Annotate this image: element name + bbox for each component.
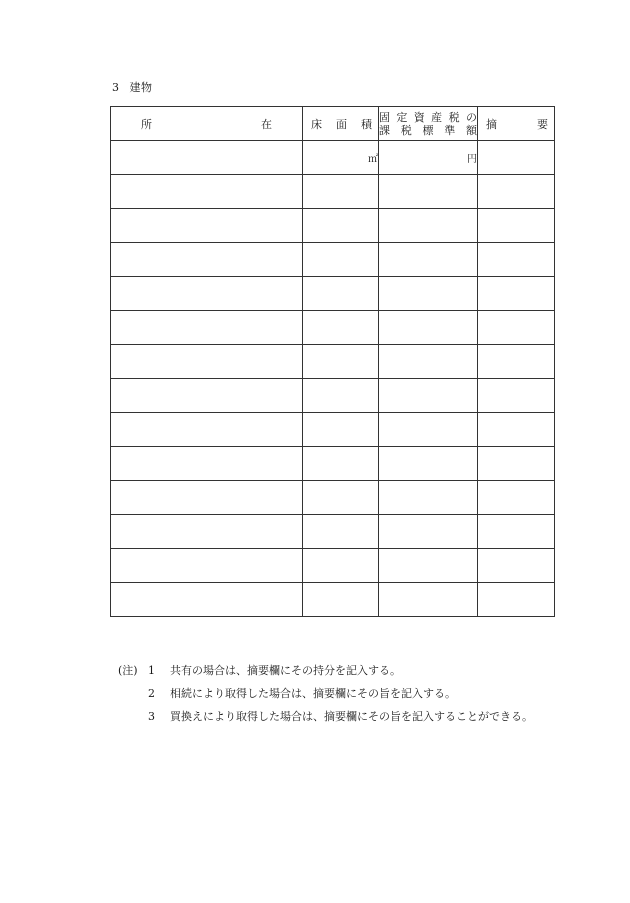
floor-area-cell[interactable]: [303, 175, 379, 209]
location-cell[interactable]: [111, 243, 303, 277]
tax-amount-cell[interactable]: [379, 345, 478, 379]
tax-amount-cell[interactable]: [379, 175, 478, 209]
tax-amount-cell[interactable]: [379, 481, 478, 515]
location-cell[interactable]: [111, 311, 303, 345]
floor-area-cell[interactable]: [303, 515, 379, 549]
remarks-cell[interactable]: [478, 481, 555, 515]
note-item: [118, 705, 533, 728]
note-text: 共有の場合は、摘要欄にその持分を記入する。: [170, 664, 401, 677]
location-header: 所 在: [111, 107, 303, 141]
remarks-cell[interactable]: [478, 413, 555, 447]
remarks-cell[interactable]: [478, 209, 555, 243]
remarks-cell[interactable]: [478, 311, 555, 345]
location-cell[interactable]: [111, 277, 303, 311]
location-cell[interactable]: [111, 345, 303, 379]
note-item: [118, 682, 533, 705]
remarks-cell[interactable]: [478, 243, 555, 277]
tax-amount-cell[interactable]: [379, 583, 478, 617]
table-row: [111, 447, 555, 481]
tax-amount-cell[interactable]: [379, 379, 478, 413]
floor-area-cell[interactable]: [303, 243, 379, 277]
note-number: 2: [148, 687, 155, 700]
area-unit: ㎡: [368, 154, 378, 165]
floor-area-cell[interactable]: [303, 141, 379, 175]
table-row: [111, 515, 555, 549]
tax-amount-cell[interactable]: [379, 447, 478, 481]
floor-area-cell[interactable]: [303, 583, 379, 617]
table-row: [111, 311, 555, 345]
remarks-cell[interactable]: [478, 345, 555, 379]
remarks-cell[interactable]: [478, 379, 555, 413]
remarks-cell[interactable]: [478, 447, 555, 481]
tax-amount-cell[interactable]: [379, 311, 478, 345]
buildings-table: [110, 106, 555, 617]
location-cell[interactable]: [111, 413, 303, 447]
location-cell[interactable]: [111, 141, 303, 175]
notes-label: (注): [118, 664, 138, 677]
note-item: [118, 659, 533, 682]
location-cell[interactable]: [111, 379, 303, 413]
notes-section: [118, 659, 533, 728]
note-number: 3: [148, 710, 155, 723]
table-row: [111, 209, 555, 243]
table-row: [111, 481, 555, 515]
remarks-header: 摘 要: [478, 107, 555, 141]
table-row: [111, 141, 555, 175]
floor-area-cell[interactable]: [303, 209, 379, 243]
remarks-cell[interactable]: [478, 583, 555, 617]
tax-amount-cell[interactable]: [379, 209, 478, 243]
table-row: [111, 583, 555, 617]
tax-amount-cell[interactable]: [379, 277, 478, 311]
location-cell[interactable]: [111, 175, 303, 209]
table-row: [111, 379, 555, 413]
section-title: [112, 79, 153, 95]
tax-amount-cell[interactable]: [379, 141, 478, 175]
location-cell[interactable]: [111, 583, 303, 617]
remarks-cell[interactable]: [478, 277, 555, 311]
floor-area-cell[interactable]: [303, 345, 379, 379]
table-row: [111, 345, 555, 379]
note-text: 相続により取得した場合は、摘要欄にその旨を記入する。: [170, 687, 456, 700]
section-name: 建物: [129, 81, 153, 94]
floor-area-header: 床 面 積: [303, 107, 379, 141]
table-row: [111, 175, 555, 209]
floor-area-cell[interactable]: [303, 277, 379, 311]
remarks-cell[interactable]: [478, 549, 555, 583]
amount-unit: 円: [467, 154, 477, 165]
note-number: 1: [148, 664, 155, 677]
location-cell[interactable]: [111, 515, 303, 549]
remarks-cell[interactable]: [478, 141, 555, 175]
floor-area-cell[interactable]: [303, 481, 379, 515]
tax-assessment-header: 固 定 資 産 税 の 課 税 標 準 額: [379, 107, 478, 141]
floor-area-cell[interactable]: [303, 311, 379, 345]
location-cell[interactable]: [111, 209, 303, 243]
floor-area-cell[interactable]: [303, 379, 379, 413]
floor-area-cell[interactable]: [303, 447, 379, 481]
location-cell[interactable]: [111, 549, 303, 583]
tax-amount-cell[interactable]: [379, 243, 478, 277]
table-row: [111, 277, 555, 311]
floor-area-cell[interactable]: [303, 549, 379, 583]
remarks-cell[interactable]: [478, 175, 555, 209]
location-cell[interactable]: [111, 481, 303, 515]
table-row: [111, 413, 555, 447]
note-text: 買換えにより取得した場合は、摘要欄にその旨を記入することができる。: [170, 710, 533, 723]
section-number: 3: [112, 81, 120, 94]
table-row: [111, 243, 555, 277]
location-cell[interactable]: [111, 447, 303, 481]
tax-amount-cell[interactable]: [379, 515, 478, 549]
remarks-cell[interactable]: [478, 515, 555, 549]
tax-amount-cell[interactable]: [379, 413, 478, 447]
table-row: [111, 549, 555, 583]
tax-amount-cell[interactable]: [379, 549, 478, 583]
floor-area-cell[interactable]: [303, 413, 379, 447]
header-row: [111, 107, 555, 141]
